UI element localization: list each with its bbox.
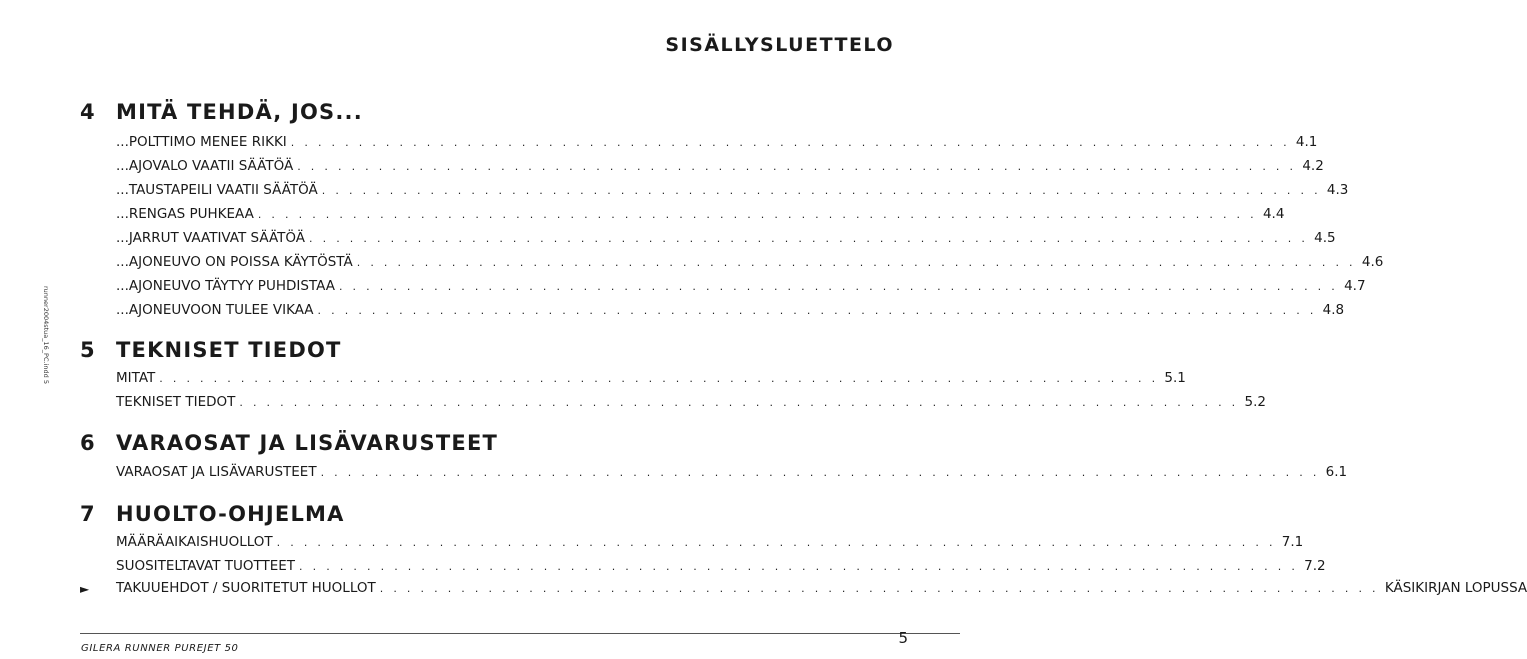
section-number: 7 xyxy=(80,502,96,526)
toc-entry-page: 7.1 xyxy=(1281,534,1304,550)
toc-entry-page: 7.2 xyxy=(1304,558,1326,574)
toc-entry-label: MÄÄRÄAIKAISHUOLLOT xyxy=(116,534,273,550)
arrow-right-icon: ► xyxy=(80,582,90,596)
section-title: HUOLTO-OHJELMA xyxy=(116,502,345,526)
toc-entry-label: ...TAUSTAPEILI VAATII SÄÄTÖÄ xyxy=(116,182,318,198)
toc-entry-page: 5.1 xyxy=(1164,370,1186,386)
dot-leader: . . . . . . . . . . . . . . . . . . . . . . . . . . . . . . . . . . . . . . . . . . . . . . . . . . . . . . . . . . . . . . . . . . . . . . . . . . xyxy=(309,232,1309,245)
toc-entry[interactable] xyxy=(116,394,1266,414)
toc-entry[interactable] xyxy=(116,182,1349,202)
section-number: 5 xyxy=(80,338,96,362)
toc-entry-page: 6.1 xyxy=(1325,464,1348,480)
dot-leader: . . . . . . . . . . . . . . . . . . . . . . . . . . . . . . . . . . . . . . . . . . . . . . . . . . . . . . . . . . . . . . . . . . . . . . . . . . xyxy=(379,582,1379,595)
toc-entry-label: ...RENGAS PUHKEAA xyxy=(116,206,254,222)
toc-entry-label: ...AJONEUVO TÄYTYY PUHDISTAA xyxy=(116,278,335,294)
dot-leader: . . . . . . . . . . . . . . . . . . . . . . . . . . . . . . . . . . . . . . . . . . . . . . . . . . . . . . . . . . . . . . . . . . . . . . . . . . xyxy=(356,256,1356,269)
toc-entry-page: 4.4 xyxy=(1262,206,1285,222)
dot-leader: . . . . . . . . . . . . . . . . . . . . . . . . . . . . . . . . . . . . . . . . . . . . . . . . . . . . . . . . . . . . . . . . . . . . . . . . . . xyxy=(317,304,1317,317)
toc-entry[interactable] xyxy=(116,230,1336,250)
toc-entry-page: 4.3 xyxy=(1326,182,1349,198)
dot-leader: . . . . . . . . . . . . . . . . . . . . . . . . . . . . . . . . . . . . . . . . . . . . . . . . . . . . . . . . . . . . . . . . . . . . . . . . . . xyxy=(338,280,1339,293)
toc-entry-label: VARAOSAT JA LISÄVARUSTEET xyxy=(116,464,317,480)
toc-entry[interactable] xyxy=(116,464,1348,484)
section-number: 4 xyxy=(80,100,96,124)
toc-entry-label: ...JARRUT VAATIVAT SÄÄTÖÄ xyxy=(116,230,306,246)
toc-entry-page: 4.1 xyxy=(1295,134,1318,150)
section-title: TEKNISET TIEDOT xyxy=(116,338,342,362)
dot-leader: . . . . . . . . . . . . . . . . . . . . . . . . . . . . . . . . . . . . . . . . . . . . . . . . . . . . . . . . . . . . . . . . . . . . . . . . . . xyxy=(321,184,1321,197)
toc-entry[interactable] xyxy=(116,134,1318,154)
section-6-heading xyxy=(80,431,498,455)
dot-leader: . . . . . . . . . . . . . . . . . . . . . . . . . . . . . . . . . . . . . . . . . . . . . . . . . . . . . . . . . . . . . . . . . . . . . . . . . . xyxy=(299,560,1299,573)
toc-entry-warranty[interactable] xyxy=(116,580,1527,600)
section-7-heading xyxy=(80,502,345,526)
footer-rule xyxy=(80,633,960,634)
toc-entry-label: TAKUUEHDOT / SUORITETUT HUOLLOT xyxy=(116,580,376,596)
section-5-heading xyxy=(80,338,342,362)
toc-entry-label: SUOSITELTAVAT TUOTTEET xyxy=(116,558,296,574)
toc-entry[interactable] xyxy=(116,370,1186,390)
toc-entry-label: ...POLTTIMO MENEE RIKKI xyxy=(116,134,287,150)
dot-leader: . . . . . . . . . . . . . . . . . . . . . . . . . . . . . . . . . . . . . . . . . . . . . . . . . . . . . . . . . . . . . . . . . . . . . . . . . . xyxy=(159,372,1159,385)
toc-entry[interactable] xyxy=(116,558,1326,578)
dot-leader: . . . . . . . . . . . . . . . . . . . . . . . . . . . . . . . . . . . . . . . . . . . . . . . . . . . . . . . . . . . . . . . . . . . . . . . . . . xyxy=(239,396,1239,409)
toc-entry[interactable] xyxy=(116,254,1384,274)
toc-entry[interactable] xyxy=(116,206,1285,226)
toc-entry-page: 4.6 xyxy=(1361,254,1384,270)
side-file-label: runner2004stua_16_PC.indd 5 xyxy=(42,286,50,384)
section-number: 6 xyxy=(80,431,96,455)
toc-entry[interactable] xyxy=(116,278,1366,298)
toc-entry[interactable] xyxy=(116,302,1345,322)
dot-leader: . . . . . . . . . . . . . . . . . . . . . . . . . . . . . . . . . . . . . . . . . . . . . . . . . . . . . . . . . . . . . . . . . . . . . . . . . . xyxy=(297,160,1297,173)
dot-leader: . . . . . . . . . . . . . . . . . . . . . . . . . . . . . . . . . . . . . . . . . . . . . . . . . . . . . . . . . . . . . . . . . . . . . . . . . . xyxy=(320,466,1320,479)
toc-entry-page: 4.8 xyxy=(1322,302,1345,318)
toc-entry-page: KÄSIKIRJAN LOPUSSA xyxy=(1384,580,1527,596)
toc-entry-label: ...AJONEUVOON TULEE VIKAA xyxy=(116,302,314,318)
toc-entry-page: 4.5 xyxy=(1314,230,1336,246)
toc-entry-page: 5.2 xyxy=(1244,394,1266,410)
dot-leader: . . . . . . . . . . . . . . . . . . . . . . . . . . . . . . . . . . . . . . . . . . . . . . . . . . . . . . . . . . . . . . . . . . . . . . . . . . xyxy=(276,536,1276,549)
section-title: VARAOSAT JA LISÄVARUSTEET xyxy=(116,431,499,455)
section-title: MITÄ TEHDÄ, JOS... xyxy=(116,100,363,124)
page-number: 5 xyxy=(898,629,908,647)
toc-entry-page: 4.2 xyxy=(1302,158,1324,174)
toc-entry-label: TEKNISET TIEDOT xyxy=(116,394,236,410)
dot-leader: . . . . . . . . . . . . . . . . . . . . . . . . . . . . . . . . . . . . . . . . . . . . . . . . . . . . . . . . . . . . . . . . . . . . . . . . . . xyxy=(290,136,1290,149)
section-4-heading xyxy=(80,100,363,124)
footer-title: GILERA RUNNER PUREJET 50 xyxy=(81,643,239,654)
toc-entry-label: MITAT xyxy=(116,370,156,386)
toc-entry-label: ...AJOVALO VAATII SÄÄTÖÄ xyxy=(116,158,294,174)
toc-entry-label: ...AJONEUVO ON POISSA KÄYTÖSTÄ xyxy=(116,254,353,270)
toc-entry[interactable] xyxy=(116,158,1324,178)
page-header-title: SISÄLLYSLUETTELO xyxy=(665,34,894,56)
toc-entry[interactable] xyxy=(116,534,1304,554)
toc-entry-page: 4.7 xyxy=(1344,278,1366,294)
dot-leader: . . . . . . . . . . . . . . . . . . . . . . . . . . . . . . . . . . . . . . . . . . . . . . . . . . . . . . . . . . . . . . . . . . . . . . . . . . xyxy=(257,208,1257,221)
